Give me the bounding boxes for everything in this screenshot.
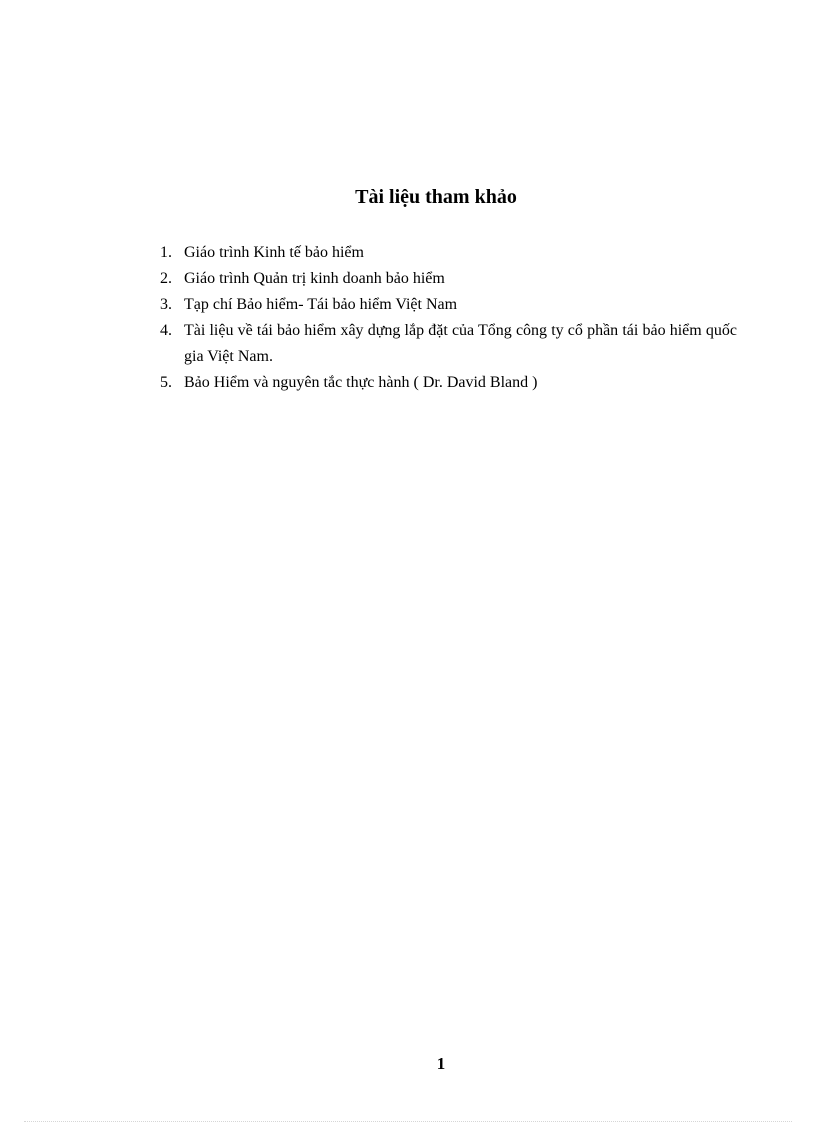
reference-number: 4. [160, 322, 172, 339]
page-number: 1 [436, 1054, 446, 1073]
reference-text: Tạp chí Bảo hiểm- Tái bảo hiểm Việt Nam [184, 296, 458, 313]
reference-text: Tài liệu về tái bảo hiểm xây dựng lắp đặt của Tổng công ty cổ phần tái bảo hiểm quốc gia Việt Nam. [184, 322, 737, 365]
page-bottom-divider [24, 1121, 792, 1122]
reference-number: 3. [160, 296, 172, 313]
reference-number: 1. [160, 244, 172, 261]
reference-item-4 [160, 318, 737, 370]
reference-item-5 [160, 370, 737, 396]
reference-text: Giáo trình Quản trị kinh doanh bảo hiểm [184, 270, 445, 287]
reference-item-1 [160, 240, 737, 266]
reference-item-2 [160, 266, 737, 292]
page-title: Tài liệu tham khảo [355, 186, 517, 208]
reference-text: Bảo Hiểm và nguyên tắc thực hành ( Dr. David Bland ) [184, 374, 538, 391]
reference-item-3 [160, 292, 737, 318]
reference-number: 5. [160, 374, 172, 391]
reference-list [160, 240, 737, 396]
reference-number: 2. [160, 270, 172, 287]
reference-text: Giáo trình Kinh tế bảo hiểm [184, 244, 364, 261]
